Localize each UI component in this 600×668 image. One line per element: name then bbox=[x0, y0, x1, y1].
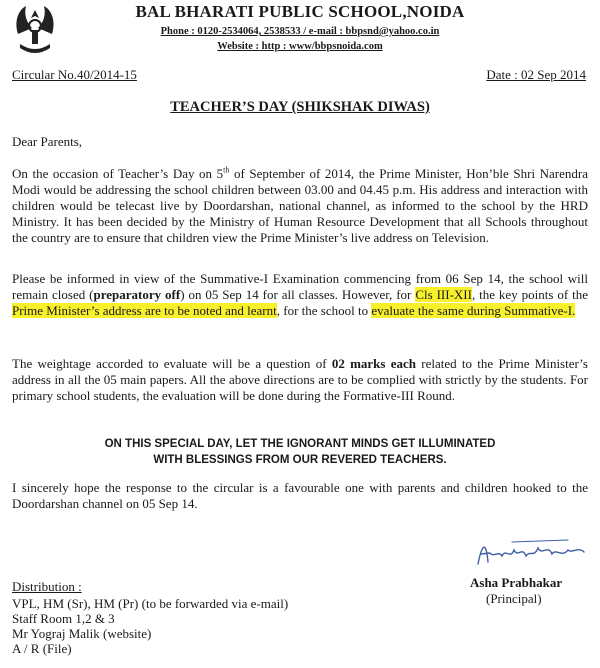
circular-date: Date : 02 Sep 2014 bbox=[486, 67, 586, 82]
contact-website: Website : http : www/bbpsnoida.com bbox=[217, 41, 383, 52]
principal-name: Asha Prabhakar bbox=[470, 575, 563, 590]
special-note-line-2: WITH BLESSINGS FROM OUR REVERED TEACHERS. bbox=[153, 454, 447, 466]
school-name: BAL BHARATI PUBLIC SCHOOL,NOIDA bbox=[135, 2, 465, 21]
principal-role: (Principal) bbox=[486, 591, 542, 606]
highlight-evaluation: evaluate the same during Summative-I. bbox=[371, 303, 576, 318]
contact-phone-email: Phone : 0120-2534064, 2538533 / e-mail : bbpsnd@yahoo.co.in bbox=[160, 26, 440, 37]
salutation: Dear Parents, bbox=[12, 134, 83, 149]
distribution-heading: Distribution : bbox=[12, 579, 82, 594]
handwritten-signature bbox=[472, 536, 592, 570]
distribution-item: A / R (File) bbox=[12, 641, 72, 656]
circular-number: Circular No.40/2014-15 bbox=[12, 67, 137, 82]
distribution-list bbox=[12, 596, 288, 656]
paragraph-weightage: The weightage accorded to evaluate will be a question of 02 marks each related to the Prime Minister’s address in all the 05 main papers. All the above directions are to be complied with strictly by the students. For primary school students, the evaluation will be done during the Formative-III Round. bbox=[12, 356, 588, 403]
distribution-item: VPL, HM (Sr), HM (Pr) (to be forwarded via e-mail) bbox=[12, 596, 289, 611]
highlight-classes: Cls III-XII bbox=[415, 287, 472, 302]
paragraph-announcement: On the occasion of Teacher’s Day on 5th of September of 2014, the Prime Minister, Hon’ble Shri Narendra Modi would be addressing the school children between 03.00 and 04.45 p.m. His address and interaction with children would be telecast live by Doordarshan, national channel, as informed to the school by the HRD Ministry. It has been decided by the Ministry of Human Resource Development that all Schools throughout the country are to ensure that children view the Prime Minister’s live address on Television. bbox=[12, 165, 588, 245]
distribution-item: Mr Yograj Malik (website) bbox=[12, 626, 152, 641]
special-note-line-1: ON THIS SPECIAL DAY, LET THE IGNORANT MINDS GET ILLUMINATED bbox=[104, 438, 496, 450]
special-note bbox=[0, 436, 600, 468]
highlight-key-points: Prime Minister’s address are to be noted and learnt bbox=[12, 303, 277, 318]
paragraph-closing: I sincerely hope the response to the circular is a favourable one with parents and children hooked to the Doordarshan channel on 05 Sep 14. bbox=[12, 480, 588, 511]
circular-title: TEACHER’S DAY (SHIKSHAK DIWAS) bbox=[170, 99, 430, 115]
paragraph-instructions: Please be informed in view of the Summative-I Examination commencing from 06 Sep 14, the school will remain closed (preparatory off) on 05 Sep 14 for all classes. However, for Cls III-XII, the key points of the Prime Minister’s address are to be noted and learnt, for the school to evaluate the same during Summative-I. bbox=[12, 271, 588, 318]
distribution-item: Staff Room 1,2 & 3 bbox=[12, 611, 115, 626]
